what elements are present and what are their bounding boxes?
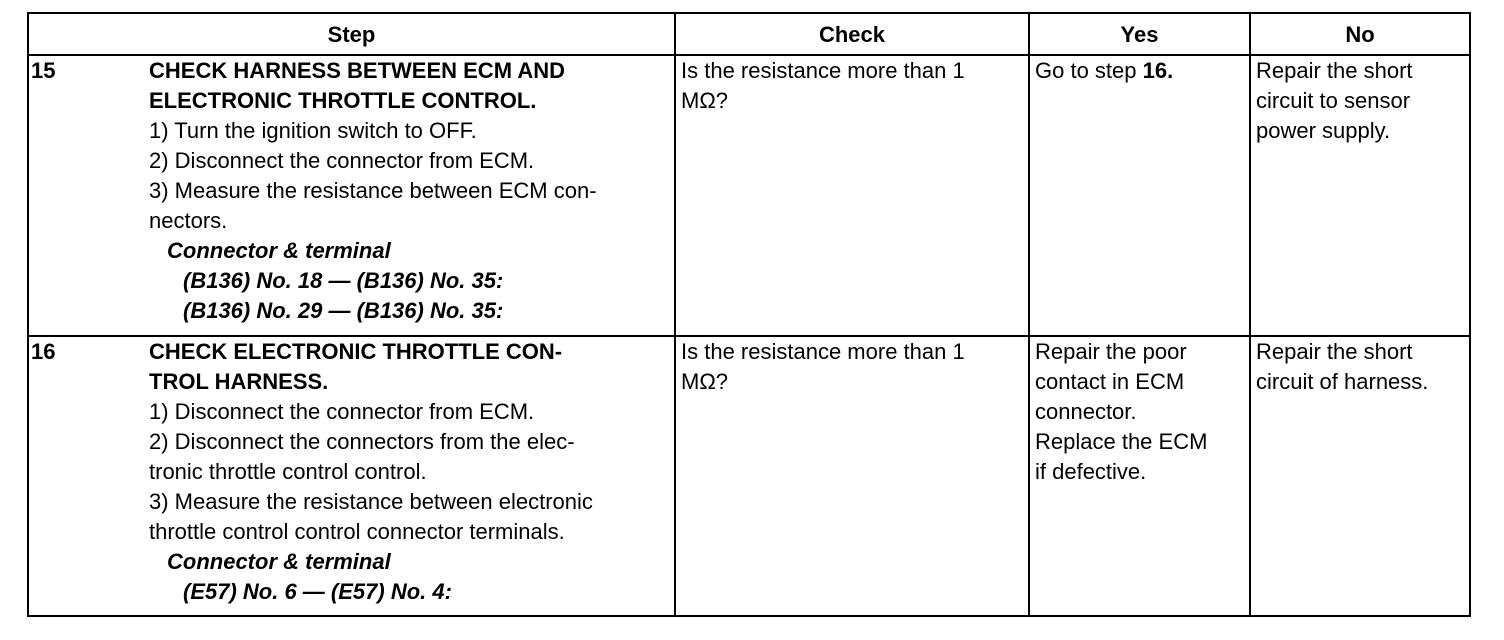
no-line: power supply. bbox=[1256, 118, 1391, 143]
step-description bbox=[149, 55, 675, 336]
substep-line: 2) Disconnect the connectors from the elec- bbox=[149, 429, 575, 454]
connector-label: Connector & terminal bbox=[167, 549, 391, 574]
step-number: 16 bbox=[28, 336, 149, 616]
substep-line: 1) Turn the ignition switch to OFF. bbox=[149, 118, 477, 143]
header-yes: Yes bbox=[1029, 13, 1250, 55]
yes-step-ref: 16. bbox=[1142, 58, 1174, 83]
check-cell bbox=[675, 336, 1029, 616]
no-line: Repair the short bbox=[1256, 58, 1413, 83]
check-line: Is the resistance more than 1 bbox=[681, 58, 965, 83]
yes-cell bbox=[1029, 336, 1250, 616]
connector-value: (E57) No. 6 — (E57) No. 4: bbox=[183, 579, 452, 604]
no-cell bbox=[1250, 336, 1470, 616]
yes-cell bbox=[1029, 55, 1250, 336]
substep-line: 3) Measure the resistance between ECM con- bbox=[149, 178, 597, 203]
step-title-line: TROL HARNESS. bbox=[149, 369, 329, 394]
connector-value: (B136) No. 18 — (B136) No. 35: bbox=[183, 268, 504, 293]
yes-line: Repair the poor bbox=[1035, 339, 1187, 364]
header-no: No bbox=[1250, 13, 1470, 55]
step-description bbox=[149, 336, 675, 616]
step-title-line: CHECK HARNESS BETWEEN ECM AND bbox=[149, 58, 565, 83]
yes-line: contact in ECM bbox=[1035, 369, 1185, 394]
yes-line: if defective. bbox=[1035, 459, 1147, 484]
substep-line: 3) Measure the resistance between electronic bbox=[149, 489, 593, 514]
check-cell bbox=[675, 55, 1029, 336]
substep-line: 1) Disconnect the connector from ECM. bbox=[149, 399, 535, 424]
check-line: MΩ? bbox=[681, 88, 729, 113]
check-line: MΩ? bbox=[681, 369, 729, 394]
header-check: Check bbox=[675, 13, 1029, 55]
substep-line: throttle control control connector terminals. bbox=[149, 519, 565, 544]
yes-line bbox=[1035, 56, 1244, 86]
table-row bbox=[28, 55, 1470, 336]
step-title-line: ELECTRONIC THROTTLE CONTROL. bbox=[149, 88, 537, 113]
connector-label: Connector & terminal bbox=[167, 238, 391, 263]
no-line: circuit of harness. bbox=[1256, 369, 1429, 394]
substep-line: tronic throttle control control. bbox=[149, 459, 427, 484]
no-cell bbox=[1250, 55, 1470, 336]
step-number: 15 bbox=[28, 55, 149, 336]
header-row bbox=[28, 13, 1470, 55]
table-row bbox=[28, 336, 1470, 616]
no-line: circuit to sensor bbox=[1256, 88, 1411, 113]
header-step: Step bbox=[28, 13, 675, 55]
yes-line: Replace the ECM bbox=[1035, 429, 1208, 454]
diagnostic-table bbox=[27, 12, 1471, 617]
no-line: Repair the short bbox=[1256, 339, 1413, 364]
yes-line: connector. bbox=[1035, 399, 1137, 424]
connector-value: (B136) No. 29 — (B136) No. 35: bbox=[183, 298, 504, 323]
substep-line: 2) Disconnect the connector from ECM. bbox=[149, 148, 535, 173]
check-line: Is the resistance more than 1 bbox=[681, 339, 965, 364]
substep-line: nectors. bbox=[149, 208, 228, 233]
yes-prefix: Go to step bbox=[1035, 58, 1143, 83]
step-title-line: CHECK ELECTRONIC THROTTLE CON- bbox=[149, 339, 563, 364]
